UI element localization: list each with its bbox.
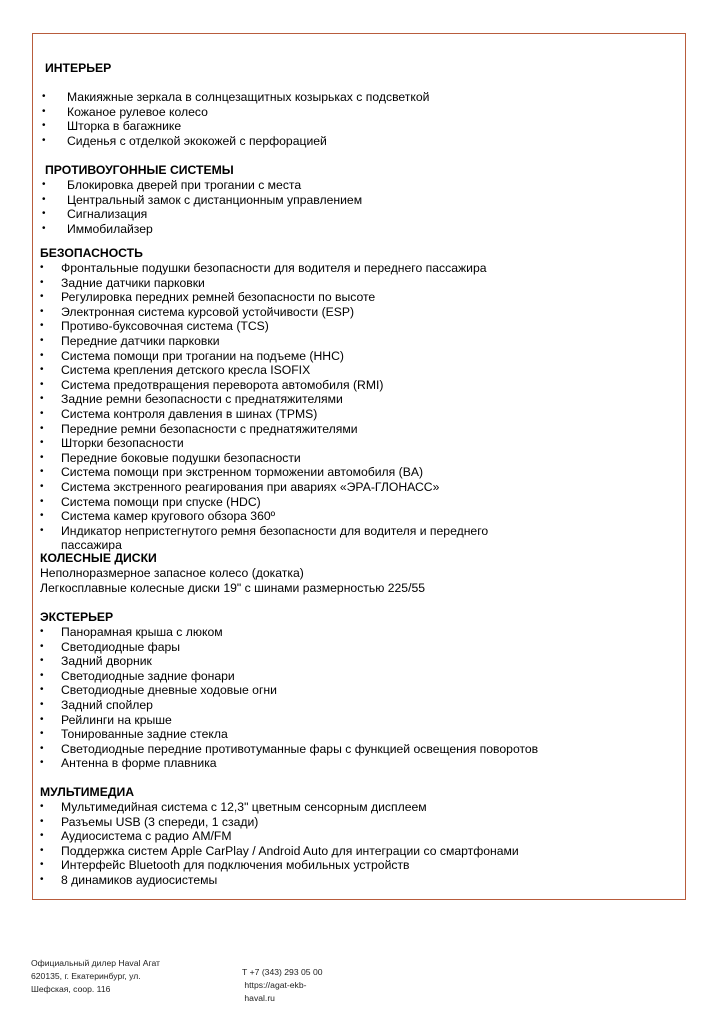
bullet-icon: • [40,626,44,637]
bullet-icon: • [40,291,44,303]
bullet-icon: • [40,305,44,317]
footer-address: 620135, г. Екатеринбург, ул. [31,971,141,981]
bullet-icon: • [40,655,44,667]
bullet-icon: • [40,742,44,754]
footer-dealer [31,957,160,996]
bullet-icon: • [40,728,44,740]
footer-address: Шефская, соор. 116 [31,984,111,994]
bullet-icon: • [40,276,44,288]
bullet-icon: • [42,105,46,117]
bullet-icon: • [40,262,44,273]
bullet-icon: • [40,495,44,507]
bullet-icon: • [40,466,44,478]
section-title-safety: БЕЗОПАСНОСТЬ [40,246,143,260]
wheels-line: Неполноразмерное запасное колесо (докатка) [40,566,304,580]
bullet-icon: • [40,451,44,463]
bullet-icon: • [40,757,44,769]
bullet-icon: • [42,179,46,190]
section-title-wheels: КОЛЕСНЫЕ ДИСКИ [40,551,157,565]
footer-website[interactable]: haval.ru [242,993,275,1003]
section-title-multimedia: МУЛЬТИМЕДИА [40,785,135,799]
bullet-icon: • [40,815,44,827]
section-title-interior: ИНТЕРЬЕР [45,61,112,75]
bullet-icon: • [40,422,44,434]
bullet-icon: • [40,830,44,842]
bullet-icon: • [42,193,46,205]
footer-website[interactable]: https://agat-ekb- [242,980,307,990]
bullet-icon: • [40,334,44,346]
bullet-icon: • [40,480,44,492]
footer-contacts [242,966,323,1005]
bullet-icon: • [42,120,46,132]
bullet-icon: • [40,437,44,449]
bullet-icon: • [40,669,44,681]
bullet-icon: • [42,134,46,146]
bullet-icon: • [40,844,44,856]
section-title-antitheft: ПРОТИВОУГОННЫЕ СИСТЕМЫ [45,163,234,177]
wheels-line: Легкосплавные колесные диски 19" с шинами размерностью 225/55 [40,581,426,595]
footer-dealer-name: Официальный дилер Haval Агат [31,958,160,968]
bullet-icon: • [40,859,44,871]
bullet-icon: • [40,640,44,652]
bullet-icon: • [40,873,44,885]
bullet-icon: • [40,510,44,522]
bullet-icon: • [40,801,44,812]
section-title-exterior: ЭКСТЕРЬЕР [40,610,114,624]
bullet-icon: • [40,684,44,696]
bullet-icon: • [40,320,44,332]
bullet-icon: • [40,349,44,361]
footer-phone: Т +7 (343) 293 05 00 [242,967,323,977]
bullet-icon: • [42,222,46,234]
bullet-icon: • [40,364,44,376]
bullet-icon: • [40,378,44,390]
bullet-icon: • [40,713,44,725]
bullet-icon: • [42,208,46,220]
bullet-icon: • [40,524,44,536]
bullet-icon: • [40,698,44,710]
bullet-icon: • [40,407,44,419]
bullet-icon: • [42,91,46,102]
bullet-icon: • [40,393,44,405]
